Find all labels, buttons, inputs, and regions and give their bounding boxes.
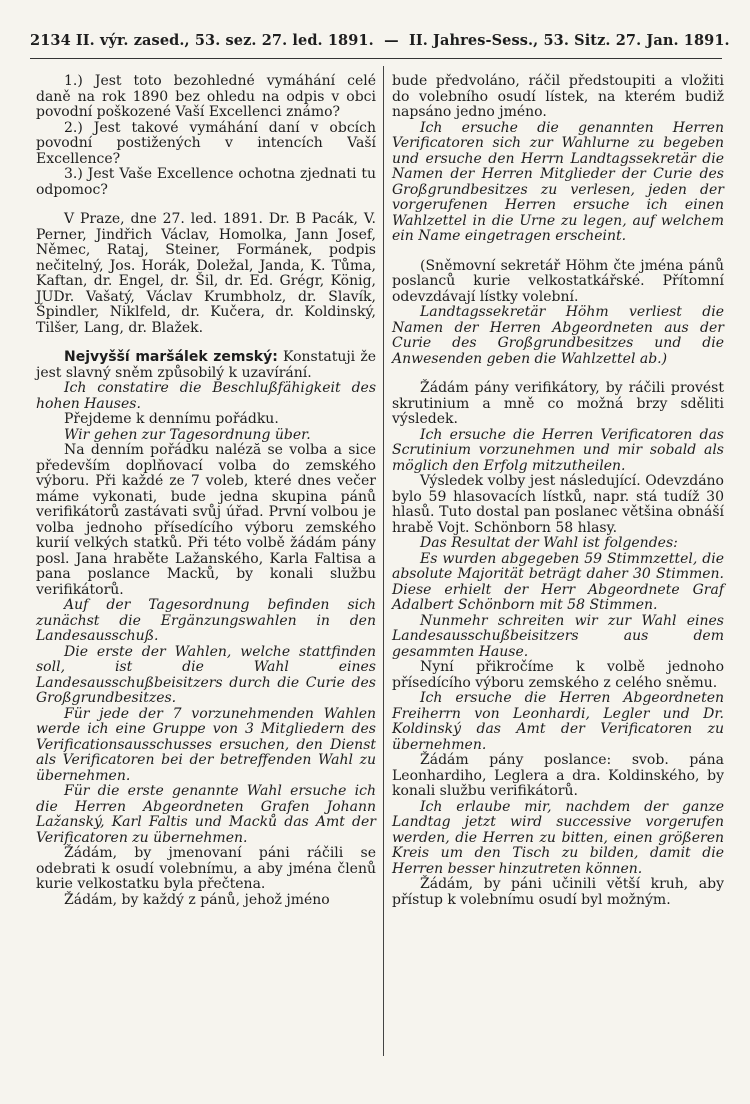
header-rule [30,58,722,59]
czech-paragraph: (Sněmovní sekretář Höhm čte jména pánů poslanců kurie velkostatkářské. Přítomní odevzdávají lístky volební. [392,257,724,305]
czech-paragraph: Žádám, by jmenovaní páni ráčili se odebrati k osudí volebnímu, a aby jména členů kurie velkostatku byla přečtena. [36,845,376,892]
german-paragraph: Es wurden abgegeben 59 Stimmzettel, die absolute Majorität beträgt daher 30 Stimmen. Diese erhielt der Herr Abgeordnete Graf Adalbert Schönborn mit 58 Stimmen. [392,550,724,613]
german-paragraph: Auf der Tagesordnung befinden sich zunächst die Ergänzungswahlen in den Landesausschuß. [36,597,376,644]
german-paragraph: Wir gehen zur Tagesordnung über. [64,426,311,443]
czech-paragraph: Na denním pořádku naléză se volba a sice především doplňovací volba do zemského výboru. Při každé ze 7 voleb, které dnes večer máme vykonati, bude jedna skupina pánů verifikátorů zastávati svůj úřad. První volbou je volba jednoho přísedícího výboru zemského kurií velkých statků. Při této volbě žádám pány posl. Jana hraběte Lažanského, Karla Faltisa a pana poslance Macků, by konali službu verifikátorů. [36,442,376,598]
german-paragraph: Die erste der Wahlen, welche stattfinden soll, ist die Wahl eines Landesausschußbeisitzers durch die Curie des Großgrundbesitzes. [36,643,376,706]
czech-paragraph: Výsledek volby jest následující. Odevzdáno bylo 59 hlasovacích lístků, napr. stá tudíž 30 hlasů. Tuto dostal pan poslanec většina obnáší hrabě Vojt. Schönborn 58 hlasy. [392,473,724,536]
czech-paragraph: bude předvoláno, ráčil předstoupiti a vložiti do volebního osudí lístek, na kterém budiž napsáno jedno jméno. [392,73,724,120]
marshal-text: Konstatuji že jest slavný sněm způsobilý k uzavírání. [36,349,376,381]
german-paragraph: Das Resultat der Wahl ist folgendes: [420,535,678,551]
czech-paragraph: Žádám, by páni učinili větší kruh, aby přístup k volebnímu osudí byl možným. [392,876,724,908]
german-paragraph: Ich ersuche die Herren Abgeordneten Freiherrn von Leonhardi, Legler und Dr. Koldinský das Amt der Verificatoren zu übernehmen. [392,690,724,753]
header-german: II. Jahres-Sess., 53. Sitz. 27. Jan. 1891. [408,32,730,49]
left-column [36,74,376,908]
german-paragraph: Landtagssekretär Höhm verliest die Namen der Herren Abgeordneten aus der Curie des Großgrundbesitzes und die Anwesenden geben die Wahlzettel ab.) [392,304,724,367]
column-divider [383,66,384,1056]
question-2: 2.) Jest takové vymáhání daní v obcích povodní postižených v intencích Vaší Excellence? [36,119,376,167]
czech-paragraph: Nyní přikročíme k volbě jednoho přísedícího výboru zemského z celého sněmu. [392,659,724,691]
header-czech: 2134 II. výr. zased., 53. sez. 27. led. 1891. [30,32,374,49]
signatures: V Praze, dne 27. led. 1891. Dr. B Pacák, V. Perner, Jindřich Václav, Homolka, Jann Josef, Němec, Rataj, Steiner, Formánek, podpis nečitelný, Jos. Horák, Doležal, Janda, K. Tůma, Kaftan, dr. Engel, dr. Šil, dr. Ed. Grégr, König, JUDr. Vašatý, Václav Krumbholz, dr. Slavík, Špindler, Niklfeld, dr. Kučera, dr. Koldinský, Tilšer, Lang, dr. Blažek. [36,211,376,336]
page-header [30,32,730,49]
german-paragraph: Für die erste genannte Wahl ersuche ich die Herren Abgeordneten Grafen Johann Lažanský, Karl Faltis und Macků das Amt der Verificatoren zu übernehmen. [36,783,376,846]
header-dash: — [384,32,399,49]
german-paragraph: Für jede der 7 vorzunehmenden Wahlen werde ich eine Gruppe von 3 Mitgliedern des Verificationsausschusses ersuchen, den Dienst als Verificatoren bei der betreffenden Wahl zu übernehmen. [36,705,376,784]
question-3: 3.) Jest Vaše Excellence ochotna zjednati tu odpomoc? [36,166,376,198]
german-paragraph: Ich constatire die Beschlußfähigkeit des hohen Hauses. [36,380,376,412]
czech-paragraph: Žádám, by každý z pánů, jehož jméno [64,891,330,908]
german-paragraph: Ich ersuche die genannten Herren Verificatoren sich zur Wahlurne zu begeben und ersuche den Herrn Landtagssekretär die Namen der Herren Mitglieder der Curie des Großgrundbesitzes zu verlesen, jeden der vorgerufenen Herren ersuche ich einen Wahlzettel in die Urne zu legen, auf welchem ein Name eingetragen erscheint. [392,119,724,244]
czech-paragraph: Žádám pány verifikátory, by ráčili provést skrutinium a mně co možná brzy sděliti výsledek. [392,380,724,427]
question-1: 1.) Jest toto bezohledné vymáhání celé daně na rok 1890 bez ohledu na odpis v obci povodní poškozené Vaší Excellenci známo? [36,73,376,120]
czech-paragraph: Žádám pány poslance: svob. pána Leonhardiho, Leglera a dra. Koldinského, by konali službu verifikátorů. [392,752,724,799]
czech-paragraph: Přejdeme k dennímu pořádku. [64,411,279,427]
german-paragraph: Nunmehr schreiten wir zur Wahl eines Landesausschußbeisitzers aus dem gesammten Hause. [392,612,724,660]
german-paragraph: Ich ersuche die Herren Verificatoren das Scrutinium vorzunehmen und mir sobald als möglich den Erfolg mitzutheilen. [392,426,724,474]
speaker-label: Nejvyšší maršálek zemský: [64,349,278,365]
marshal-statement [36,350,376,381]
right-column [392,74,724,908]
german-paragraph: Ich erlaube mir, nachdem der ganze Landtag jetzt wird successive vorgerufen werden, die Herren zu bitten, einen größeren Kreis um den Tisch zu bilden, damit die Herren besser hinzutreten können. [392,798,724,877]
